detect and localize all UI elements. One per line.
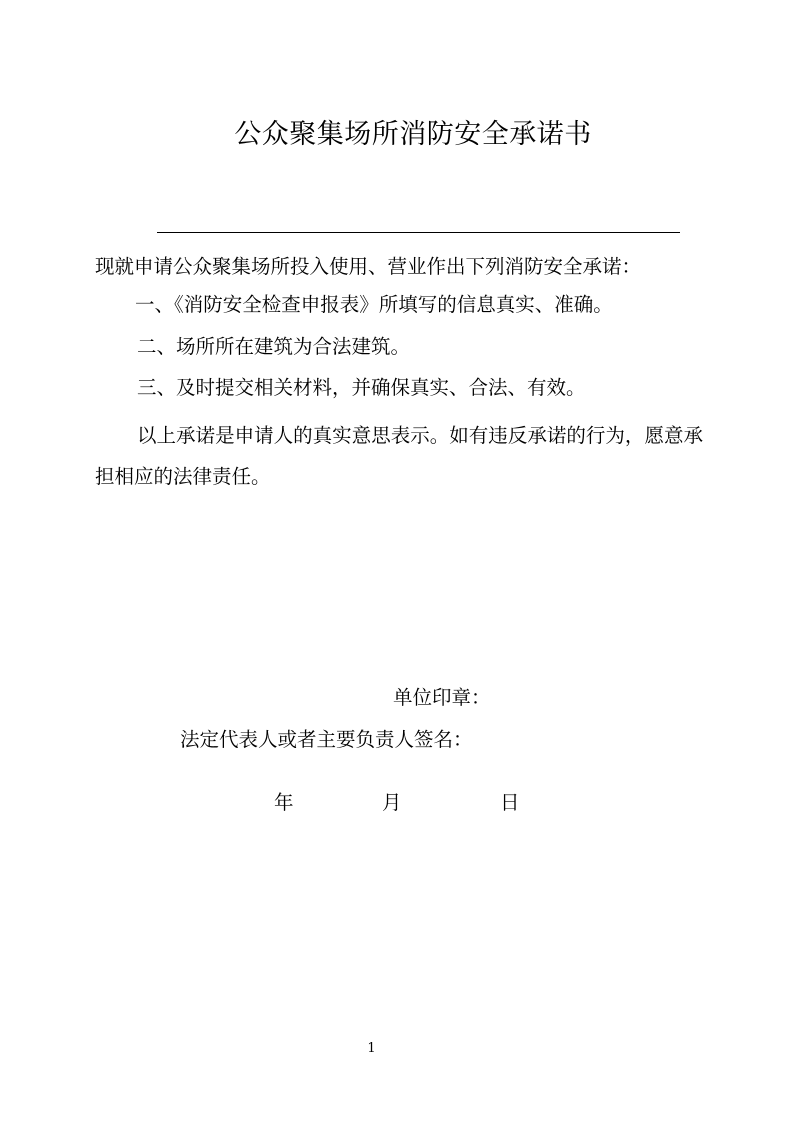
document-title: 公众聚集场所消防安全承诺书 <box>234 119 592 150</box>
date-month-label: 月 <box>382 791 402 814</box>
commitment-item-2: 二、场所所在建筑为合法建筑。 <box>137 335 411 358</box>
representative-signature-label: 法定代表人或者主要负责人签名： <box>180 728 473 751</box>
closing-paragraph: 以上承诺是申请人的真实意思表示。如有违反承诺的行为，愿意承担相应的法律责任。 <box>95 424 703 488</box>
commitment-item-1: 一、《消防安全检查申报表》所填写的信息真实、准确。 <box>135 293 613 316</box>
applicant-name-blank-line <box>157 232 680 233</box>
seal-label: 单位印章： <box>393 686 491 709</box>
date-year-label: 年 <box>274 791 294 814</box>
commitment-item-3: 三、及时提交相关材料，并确保真实、合法、有效。 <box>137 376 586 399</box>
page-number: 1 <box>367 1041 376 1056</box>
intro-paragraph: 现就申请公众聚集场所投入使用、营业作出下列消防安全承诺： <box>95 255 642 278</box>
date-day-label: 日 <box>500 791 520 814</box>
